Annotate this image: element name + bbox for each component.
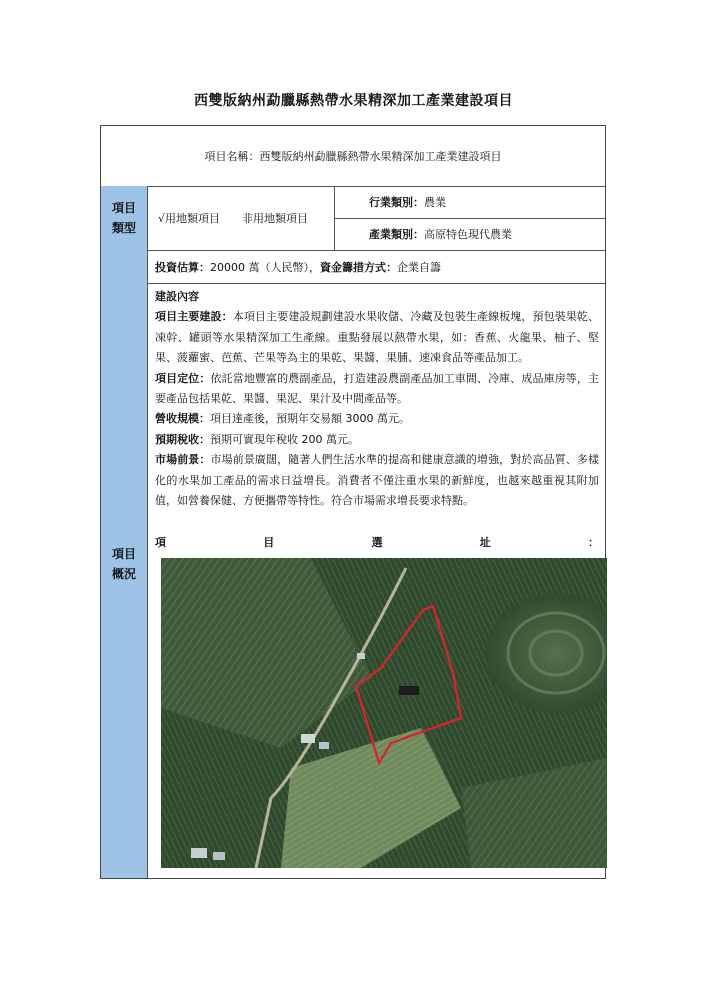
tax-label: 預期稅收：	[155, 432, 210, 446]
industry-category	[335, 218, 605, 250]
project-overview-header-line1: 項目	[111, 547, 136, 561]
main-construction-label: 項目主要建設：	[155, 310, 233, 324]
main-construction-paragraph	[155, 307, 599, 368]
market-label: 市場前景：	[155, 453, 211, 467]
revenue-text: 項目達產後，預期年交易額 3000 萬元。	[210, 412, 410, 426]
land-use-options	[148, 186, 334, 250]
site-label-char: 項	[155, 536, 166, 549]
site-aerial-photo	[161, 558, 607, 868]
positioning-paragraph	[155, 369, 599, 410]
positioning-label: 項目定位：	[155, 371, 211, 385]
site-selection-label	[148, 532, 605, 552]
investment-value: 20000 萬（人民幣），	[210, 260, 320, 274]
category-label: 產業類別：	[369, 228, 424, 241]
financing-label: 資金籌措方式：	[320, 260, 397, 274]
construction-content	[148, 284, 605, 534]
land-use-option: √用地類項目	[158, 212, 221, 225]
revenue-label: 營收規模：	[155, 412, 210, 426]
site-label-char: 選	[371, 536, 383, 549]
positioning-text: 依託當地豐富的農副產品，打造建設農副產品加工車間、冷庫、成品庫房等，主要產品包括果乾、果醬、果泥、果汁及中間產品等。	[155, 371, 600, 406]
category-value: 高原特色現代農業	[424, 228, 512, 241]
site-label-char: ：	[588, 536, 599, 549]
site-label-char: 目	[263, 536, 275, 549]
market-paragraph	[155, 450, 599, 511]
industry-value: 農業	[424, 196, 446, 209]
tax-text: 預期可實現年稅收 200 萬元。	[210, 432, 359, 446]
non-land-use-option: 非用地類項目	[242, 212, 309, 225]
tax-paragraph	[155, 430, 599, 450]
project-name-row: 項目名稱：西雙版納州勐臘縣熱帶水果精深加工產業建設項目	[204, 150, 502, 163]
site-label-char: 址	[479, 536, 491, 549]
project-type-header-line2: 類型	[111, 221, 136, 235]
project-info-table	[100, 125, 606, 879]
document-title: 西雙版納州勐臘縣熱帶水果精深加工產業建設項目	[194, 93, 513, 109]
project-overview-header-line2: 概況	[111, 567, 136, 581]
project-overview-header	[101, 250, 147, 878]
construction-heading: 建設內容	[155, 290, 199, 303]
project-type-header-line1: 項目	[111, 201, 136, 215]
main-construction-text: 本項目主要建設規劃建設水果收儲、冷藏及包裝生產線板塊，預包裝果乾、凍幹、罐頭等水果精深加工生產線。重點發展以熱帶水果，如：香蕉、火龍果、柚子、堅果、菠蘿蜜、芭蕉、芒果等為主的果乾、果醬、果脯、速凍食品等產品加工。	[155, 310, 599, 365]
revenue-paragraph	[155, 409, 599, 429]
investment-row	[148, 250, 605, 283]
industry-type	[335, 186, 605, 218]
investment-label: 投資估算：	[155, 260, 210, 274]
market-text: 市場前景廣闊，隨著人們生活水準的提高和健康意識的增強，對於高品質、多樣化的水果加工產品的需求日益增長。消費者不僅注重水果的新鮮度，也越來越重視其附加值，如營養保健、方便攜帶等特性。符合市場需求增長要求特點。	[155, 453, 600, 508]
project-type-header	[101, 186, 147, 250]
financing-value: 企業自籌	[397, 260, 441, 274]
industry-label: 行業類別：	[369, 196, 424, 209]
